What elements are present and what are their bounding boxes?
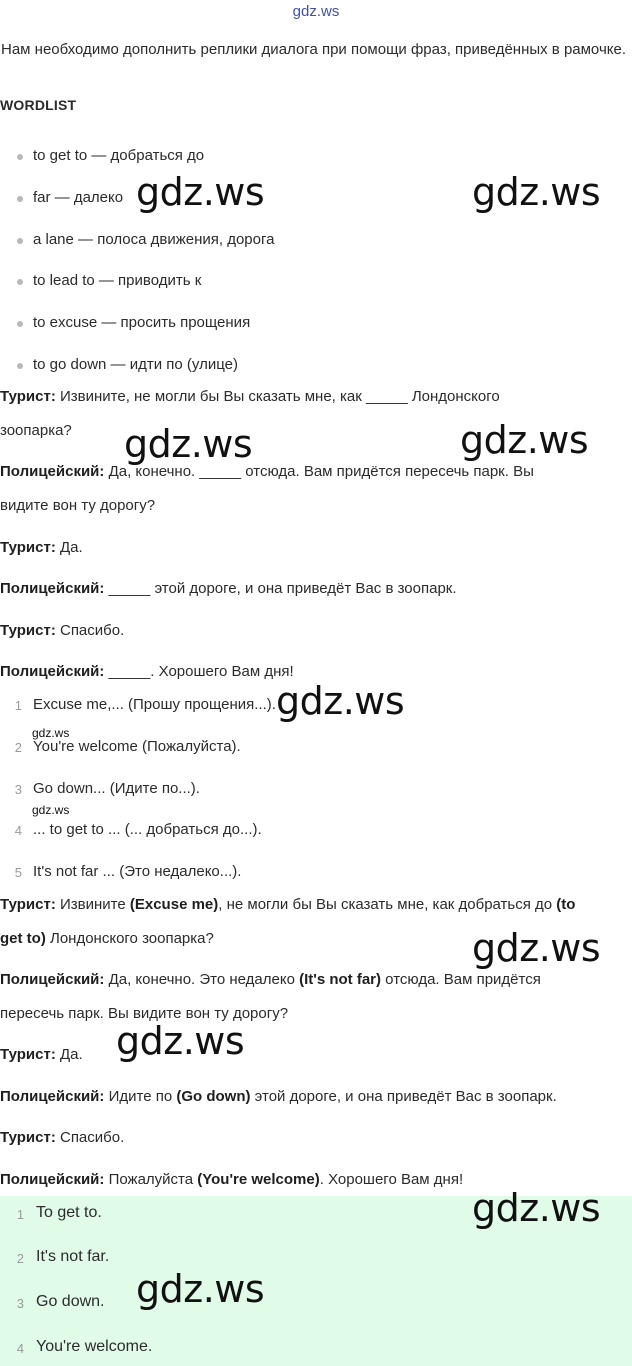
speaker-label: Полицейский xyxy=(0,663,100,680)
dialog-text: Лондонского зоопарка? xyxy=(45,930,214,947)
dialog-text: Идите по xyxy=(104,1088,177,1105)
colon: : xyxy=(50,1046,56,1063)
answer-number: 2 xyxy=(16,1251,24,1266)
watermark: gdz.ws xyxy=(124,422,253,466)
option-number: 3 xyxy=(14,782,22,797)
answer-dialog-line xyxy=(0,930,214,947)
speaker-label: Полицейский xyxy=(0,1088,100,1105)
watermark: gdz.ws xyxy=(472,170,601,214)
bullet-icon xyxy=(17,363,23,369)
colon: : xyxy=(99,1171,105,1188)
wordlist-item: to get to — добраться до xyxy=(33,147,205,164)
dialog-text: , не могли бы Вы сказать мне, как добраться до xyxy=(218,896,557,913)
option-number: 2 xyxy=(14,740,22,755)
wordlist-item: to lead to — приводить к xyxy=(33,272,202,289)
answer-phrase: (Go down) xyxy=(176,1088,251,1105)
colon: : xyxy=(50,539,56,556)
answer-dialog-line xyxy=(0,896,575,913)
answer-item: It's not far. xyxy=(36,1248,110,1265)
speaker-label: Полицейский xyxy=(0,580,100,597)
colon: : xyxy=(50,896,56,913)
answer-phrase: (Excuse me) xyxy=(129,896,219,913)
dialog-line xyxy=(0,388,500,405)
colon: : xyxy=(50,622,56,639)
bullet-icon xyxy=(17,154,23,160)
option-item: You're welcome (Пожалуйста). xyxy=(33,738,241,755)
speaker-label: Турист xyxy=(0,539,51,556)
answer-phrase: get to) xyxy=(0,930,46,947)
colon: : xyxy=(99,580,105,597)
speaker-label: Полицейский xyxy=(0,1171,100,1188)
dialog-text: Да. xyxy=(55,1046,83,1063)
answer-phrase: (It's not far) xyxy=(299,971,382,988)
watermark-small: gdz.ws xyxy=(32,726,70,740)
wordlist-title: WORDLIST xyxy=(0,97,77,113)
speaker-label: Полицейский xyxy=(0,463,100,480)
bullet-icon xyxy=(17,321,23,327)
dialog-text: Да. xyxy=(55,539,83,556)
dialog-text: видите вон ту дорогу? xyxy=(0,497,156,514)
answer-dialog-line xyxy=(0,1046,83,1063)
speaker-label: Турист xyxy=(0,896,51,913)
answer-dialog-line xyxy=(0,971,541,988)
answer-dialog-line xyxy=(0,1171,463,1188)
colon: : xyxy=(99,971,105,988)
colon: : xyxy=(50,388,56,405)
colon: : xyxy=(99,1088,105,1105)
wordlist-item: far — далеко xyxy=(33,189,124,206)
watermark: gdz.ws xyxy=(136,1267,265,1311)
option-number: 4 xyxy=(14,823,22,838)
watermark: gdz.ws xyxy=(136,170,265,214)
dialog-text: Извините xyxy=(55,896,130,913)
dialog-text: Пожалуйста xyxy=(104,1171,198,1188)
colon: : xyxy=(99,663,105,680)
dialog-line xyxy=(0,663,294,680)
answer-item: Go down. xyxy=(36,1293,105,1310)
bullet-icon xyxy=(17,238,23,244)
answer-number: 3 xyxy=(16,1296,24,1311)
bullet-icon xyxy=(17,196,23,202)
speaker-label: Турист xyxy=(0,1129,51,1146)
wordlist-item: to excuse — просить прощения xyxy=(33,314,251,331)
dialog-text: отсюда. Вам придётся xyxy=(381,971,541,988)
answer-number: 4 xyxy=(16,1341,24,1356)
speaker-label: Турист xyxy=(0,622,51,639)
dialog-line xyxy=(0,622,124,639)
option-item: Excuse me,... (Прошу прощения...). xyxy=(33,696,276,713)
answer-dialog-line xyxy=(0,1088,557,1105)
dialog-text: . Хорошего Вам дня! xyxy=(319,1171,464,1188)
dialog-line xyxy=(0,580,457,597)
dialog-text: зоопарка? xyxy=(0,422,72,439)
answer-number: 1 xyxy=(16,1207,24,1222)
dialog-text: Спасибо. xyxy=(55,622,125,639)
dialog-line xyxy=(0,497,155,514)
site-logo[interactable]: gdz.ws xyxy=(292,3,340,20)
watermark: gdz.ws xyxy=(276,679,405,723)
dialog-text: Да, конечно. Это недалеко xyxy=(104,971,300,988)
option-number: 1 xyxy=(14,698,22,713)
watermark: gdz.ws xyxy=(460,418,589,462)
watermark: gdz.ws xyxy=(116,1019,245,1063)
dialog-line xyxy=(0,463,534,480)
dialog-line xyxy=(0,539,83,556)
task-intro: Нам необходимо дополнить реплики диалога при помощи фраз, приведённых в рамочке. xyxy=(1,41,627,58)
bullet-icon xyxy=(17,279,23,285)
dialog-text: Извините, не могли бы Вы сказать мне, как _____ Лондонского xyxy=(55,388,500,405)
speaker-label: Турист xyxy=(0,388,51,405)
answer-phrase: (You're welcome) xyxy=(197,1171,320,1188)
watermark: gdz.ws xyxy=(472,1186,601,1230)
dialog-line xyxy=(0,422,72,439)
dialog-text: _____ этой дороге, и она приведёт Вас в зоопарк. xyxy=(104,580,457,597)
dialog-text: пересечь парк. Вы видите вон ту дорогу? xyxy=(0,1005,289,1022)
watermark-small: gdz.ws xyxy=(32,803,70,817)
colon: : xyxy=(50,1129,56,1146)
wordlist-item: a lane — полоса движения, дорога xyxy=(33,231,275,248)
answer-phrase: (to xyxy=(556,896,576,913)
dialog-text: Спасибо. xyxy=(55,1129,125,1146)
option-item: ... to get to ... (... добраться до...). xyxy=(33,821,262,838)
option-item: It's not far ... (Это недалеко...). xyxy=(33,863,242,880)
speaker-label: Полицейский xyxy=(0,971,100,988)
colon: : xyxy=(99,463,105,480)
dialog-text: этой дороге, и она приведёт Вас в зоопарк. xyxy=(250,1088,557,1105)
option-item: Go down... (Идите по...). xyxy=(33,780,200,797)
answer-dialog-line xyxy=(0,1129,124,1146)
answer-item: You're welcome. xyxy=(36,1338,153,1355)
wordlist-item: to go down — идти по (улице) xyxy=(33,356,238,373)
option-number: 5 xyxy=(14,865,22,880)
dialog-text: Да, конечно. _____ отсюда. Вам придётся пересечь парк. Вы xyxy=(104,463,534,480)
answer-item: To get to. xyxy=(36,1204,102,1221)
watermark: gdz.ws xyxy=(472,926,601,970)
dialog-text: _____. Хорошего Вам дня! xyxy=(104,663,294,680)
speaker-label: Турист xyxy=(0,1046,51,1063)
